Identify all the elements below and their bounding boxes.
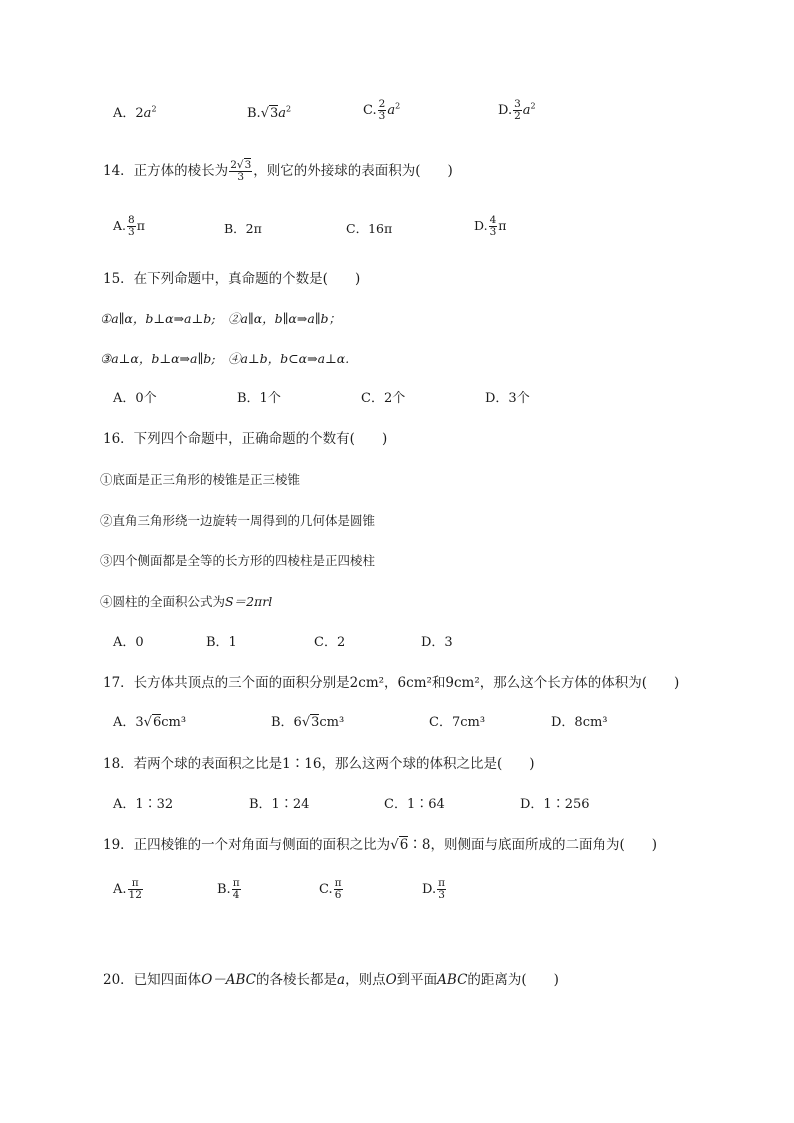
q19-option-c bbox=[319, 878, 344, 901]
q17-option-a-sqrt: √6 bbox=[143, 715, 162, 730]
q17-option-a-label: A．3 bbox=[113, 715, 144, 730]
q17-option-b-label: B．6 bbox=[271, 715, 302, 730]
q13-option-a bbox=[113, 106, 157, 122]
q19-option-a bbox=[113, 878, 144, 901]
q14-option-a-frac bbox=[127, 215, 136, 238]
q16-statement-4-prefix: ④圆柱的全面积公式为 bbox=[100, 594, 226, 609]
q17-stem: 17．长方体共顶点的三个面的面积分别是2cm²，6cm²和9cm²，那么这个长方体的体积为( ) bbox=[103, 675, 680, 691]
q13-option-c bbox=[363, 99, 400, 122]
frac-numerator: π bbox=[128, 878, 143, 890]
q19-option-d-label: D. bbox=[422, 882, 437, 897]
q20-tetrahedron: O－ABC bbox=[201, 972, 257, 988]
q15-option-c: C．2个 bbox=[361, 391, 406, 406]
q20-point: O bbox=[385, 972, 397, 988]
q16-statement-4 bbox=[100, 594, 272, 610]
q19-option-a-label: A. bbox=[113, 882, 127, 897]
q19-option-d-frac bbox=[437, 878, 446, 901]
q14-option-d-frac bbox=[489, 215, 498, 238]
q19-option-b-label: B. bbox=[217, 882, 231, 897]
q14-stem bbox=[103, 160, 453, 183]
frac-denominator: 2 bbox=[514, 110, 521, 122]
q20-stem-part-1: 20．已知四面体 bbox=[103, 972, 202, 988]
frac-denominator: 3 bbox=[378, 110, 386, 122]
q20-stem bbox=[103, 972, 559, 988]
q14-frac-sqrt: √3 bbox=[236, 159, 252, 171]
q13-option-d-label: D. bbox=[498, 103, 513, 118]
q18-stem: 18．若两个球的表面积之比是1∶16，那么这两个球的体积之比是( ) bbox=[103, 756, 535, 772]
q19-stem-radicand: 6 bbox=[399, 837, 409, 853]
q13-option-c-var: a bbox=[387, 103, 396, 118]
q13-option-b-sqrt: √3 bbox=[260, 106, 279, 121]
frac-numerator: 8 bbox=[128, 214, 135, 226]
q14-edge-frac bbox=[229, 160, 252, 183]
q17-option-d: D．8cm³ bbox=[551, 715, 608, 730]
q19-option-c-frac bbox=[334, 878, 343, 901]
q13-option-c-frac bbox=[378, 99, 387, 122]
q20-edge-var: a bbox=[337, 972, 346, 988]
q13-option-d bbox=[498, 99, 536, 122]
q17-option-c: C．7cm³ bbox=[429, 715, 486, 730]
q20-stem-part-2: 的各棱长都是 bbox=[256, 972, 338, 988]
q19-option-b-frac bbox=[232, 878, 241, 901]
q16-option-c: C．2 bbox=[314, 635, 346, 650]
q14-frac-radicand: 3 bbox=[244, 159, 252, 171]
q13-option-b-label: B. bbox=[247, 106, 261, 121]
q18-option-a: A．1∶32 bbox=[113, 797, 174, 812]
q13-option-c-exp: 2 bbox=[395, 101, 401, 111]
q17-option-a-unit: cm³ bbox=[161, 715, 187, 730]
q14-stem-suffix: ，则它的外接球的表面积为( ) bbox=[253, 163, 453, 179]
frac-numerator: π bbox=[232, 877, 240, 889]
q13-option-d-frac bbox=[513, 99, 522, 122]
q14-stem-prefix: 14．正方体的棱长为 bbox=[103, 163, 229, 179]
q13-option-d-exp: 2 bbox=[530, 101, 536, 111]
q19-option-a-frac bbox=[128, 878, 143, 901]
q18-option-d: D．1∶256 bbox=[520, 797, 590, 812]
q15-option-d: D．3个 bbox=[485, 391, 530, 406]
frac-denominator: 3 bbox=[128, 226, 135, 238]
q16-option-d: D．3 bbox=[421, 635, 453, 650]
q14-option-a-label: A. bbox=[113, 218, 127, 233]
q19-stem-sqrt: √6 bbox=[390, 837, 409, 853]
q14-option-d-pi: π bbox=[498, 218, 507, 233]
q19-stem-suffix: ∶8，则侧面与底面所成的二面角为( ) bbox=[408, 837, 658, 853]
q13-option-b-exp: 2 bbox=[286, 104, 292, 114]
q20-stem-part-4: 到平面 bbox=[396, 972, 438, 988]
q14-option-c: C．16π bbox=[346, 221, 393, 236]
q16-statement-3: ③四个侧面都是全等的长方形的四棱柱是正四棱柱 bbox=[100, 553, 376, 568]
q16-statement-2: ②直角三角形绕一边旋转一周得到的几何体是圆锥 bbox=[100, 513, 376, 528]
q13-option-a-coef: A．2 bbox=[113, 106, 144, 121]
frac-numerator: π bbox=[438, 877, 445, 889]
q14-option-a bbox=[113, 215, 145, 238]
q19-option-c-label: C. bbox=[319, 882, 333, 897]
q15-option-a: A．0个 bbox=[113, 391, 157, 406]
q20-stem-part-3: ，则点 bbox=[345, 972, 386, 988]
frac-denominator: 3 bbox=[237, 171, 245, 183]
q17-option-b-radicand: 3 bbox=[311, 715, 320, 730]
q16-option-a: A．0 bbox=[113, 635, 144, 650]
q13-option-d-var: a bbox=[522, 103, 531, 118]
frac-numerator: 4 bbox=[489, 214, 497, 226]
q16-option-b: B．1 bbox=[206, 635, 237, 650]
q16-statement-4-formula: S＝2πrl bbox=[225, 594, 273, 609]
q15-stem: 15．在下列命题中，真命题的个数是( ) bbox=[103, 271, 361, 287]
q13-option-a-exp: 2 bbox=[151, 104, 157, 114]
q13-option-b bbox=[247, 106, 291, 122]
q17-option-a bbox=[113, 715, 186, 731]
q17-option-b-sqrt: √3 bbox=[301, 715, 320, 730]
q14-frac-coef: 2 bbox=[230, 159, 237, 171]
q16-statement-1: ①底面是正三角形的棱锥是正三棱锥 bbox=[100, 472, 301, 487]
frac-numerator: π bbox=[334, 877, 342, 889]
q14-option-b: B．2π bbox=[224, 221, 262, 236]
q18-option-c: C．1∶64 bbox=[384, 797, 445, 812]
q14-option-d-label: D. bbox=[474, 218, 488, 233]
q14-option-d bbox=[474, 215, 506, 238]
q15-statement-2: ③a⊥α，b⊥α⇒a∥b; ④a⊥b，b⊂α⇒a⊥α. bbox=[100, 351, 350, 366]
frac-denominator: 12 bbox=[128, 889, 142, 901]
q14-option-a-pi: π bbox=[136, 218, 145, 233]
q15-statement-1: ①a∥α，b⊥α⇒a⊥b; ②a∥α，b∥α⇒a∥b； bbox=[100, 311, 342, 326]
q13-option-c-label: C. bbox=[363, 103, 377, 118]
frac-denominator: 6 bbox=[334, 889, 342, 901]
q20-plane: ABC bbox=[437, 972, 468, 988]
frac-numerator: 2 bbox=[378, 98, 386, 110]
q19-stem bbox=[103, 837, 657, 853]
q17-option-b bbox=[271, 715, 344, 731]
frac-denominator: 3 bbox=[489, 226, 497, 238]
q16-stem: 16．下列四个命题中，正确命题的个数有( ) bbox=[103, 431, 388, 447]
q17-option-a-radicand: 6 bbox=[152, 715, 162, 730]
q13-option-b-radicand: 3 bbox=[269, 106, 279, 121]
q18-option-b: B．1∶24 bbox=[249, 797, 310, 812]
q19-option-d bbox=[422, 878, 447, 901]
frac-numerator: 3 bbox=[514, 98, 521, 110]
q13-option-a-var: a bbox=[143, 106, 152, 121]
q19-stem-prefix: 19．正四棱锥的一个对角面与侧面的面积之比为 bbox=[103, 837, 391, 853]
frac-denominator: 3 bbox=[438, 889, 445, 901]
q15-option-b: B．1个 bbox=[237, 391, 281, 406]
q19-option-b bbox=[217, 878, 242, 901]
q20-stem-part-5: 的距离为( ) bbox=[467, 972, 559, 988]
q13-option-b-var: a bbox=[278, 106, 287, 121]
q17-option-b-unit: cm³ bbox=[319, 715, 345, 730]
frac-denominator: 4 bbox=[232, 889, 240, 901]
